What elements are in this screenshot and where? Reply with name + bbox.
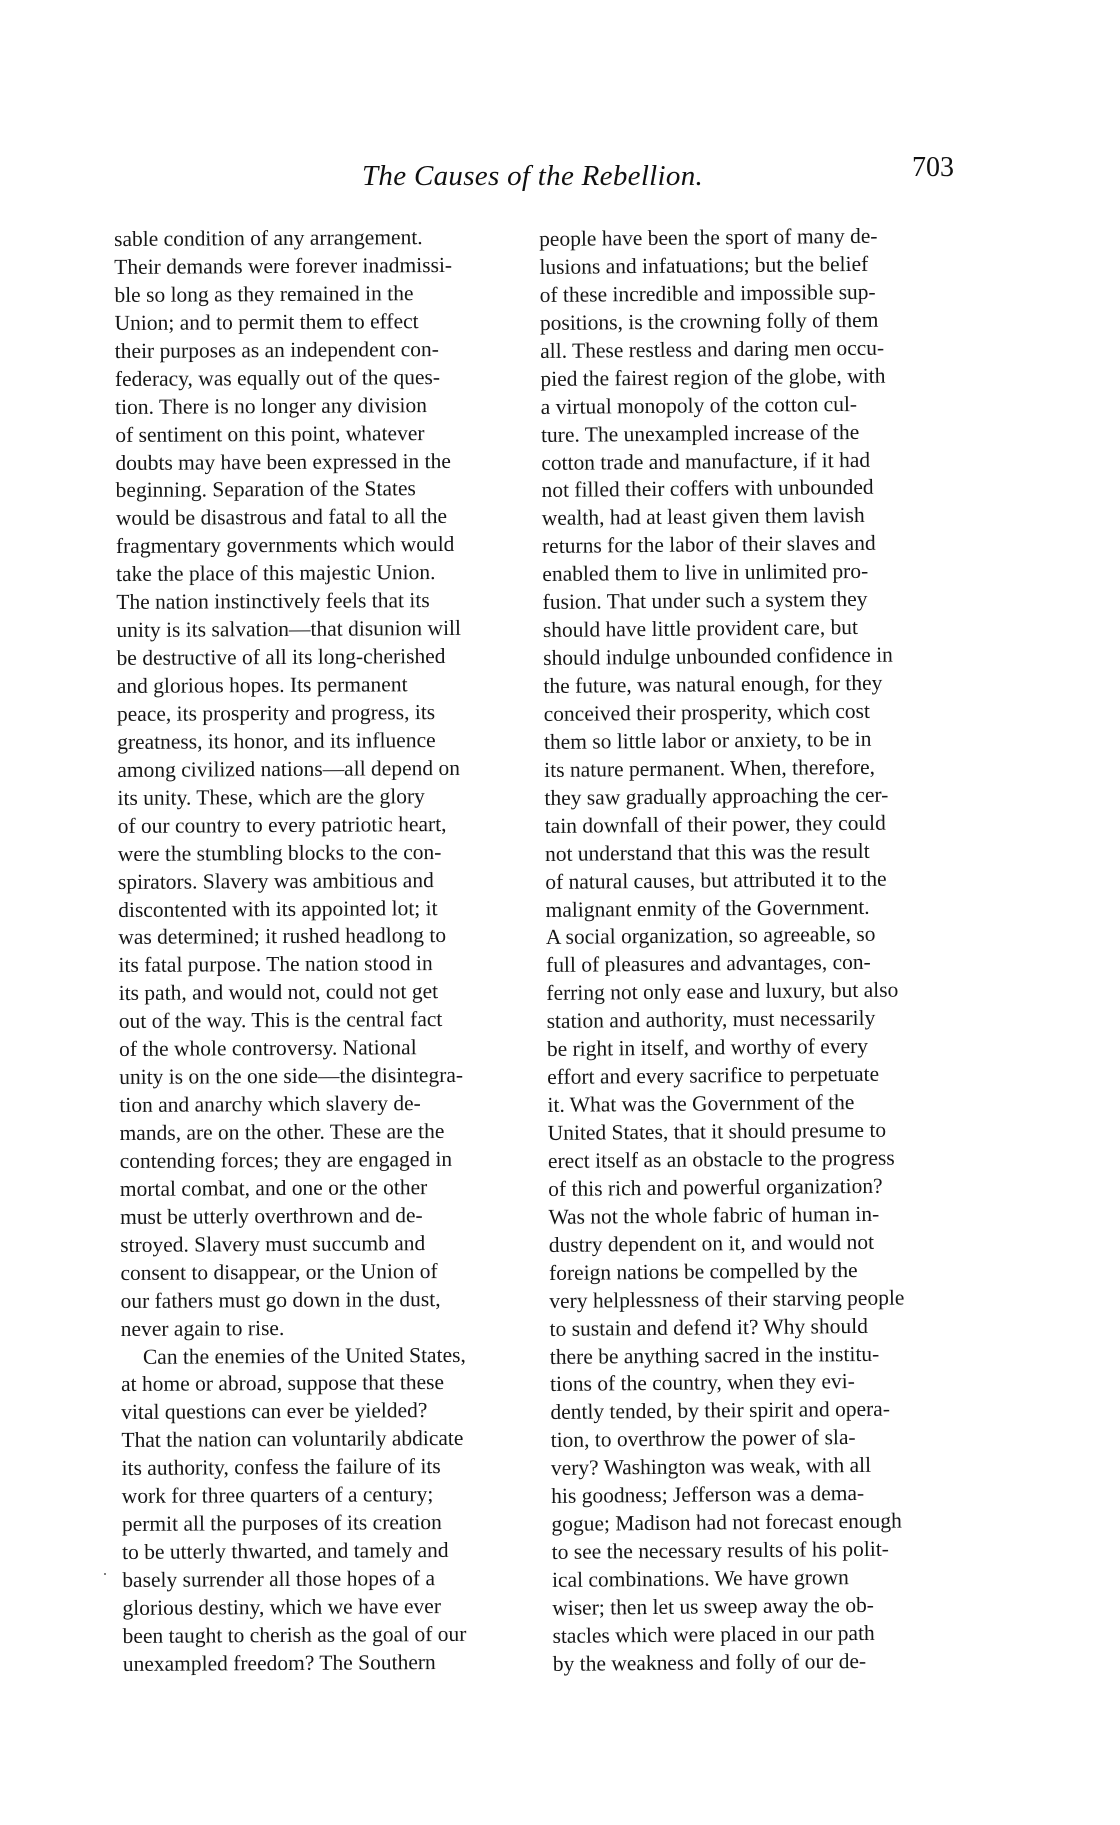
text-line: tion, to overthrow the power of sla- [550, 1425, 856, 1453]
text-line: its authority, confess the failure of its [121, 1454, 441, 1481]
text-line: stroyed. Slavery must succumb and [120, 1230, 426, 1257]
text-line: tion. There is no longer any division [115, 392, 427, 419]
text-line: unity is its salvation—that disunion will [116, 616, 462, 643]
text-line: its nature permanent. When, therefore, [544, 754, 876, 782]
text-line: greatness, its honor, and its influence [117, 727, 436, 754]
text-line: permit all the purposes of its creation [121, 1510, 442, 1537]
text-line: our fathers must go down in the dust, [120, 1286, 441, 1313]
text-line: should indulge unbounded confidence in [543, 642, 893, 671]
text-line: cotton trade and manufacture, if it had [541, 447, 871, 475]
text-line: positions, is the crowning folly of them [539, 307, 879, 335]
text-line: dustry dependent on it, and would not [548, 1229, 875, 1257]
text-line: ical combinations. We have grown [551, 1565, 849, 1592]
text-line: mortal combat, and one or the other [119, 1174, 428, 1201]
text-line: returns for the labor of their slaves and [541, 531, 876, 559]
text-line: unity is on the one side—the disintegra- [119, 1063, 464, 1090]
text-line: of these incredible and impossible sup- [539, 279, 876, 307]
text-line: never again to rise. [120, 1315, 285, 1341]
text-line: and glorious hopes. Its permanent [116, 672, 408, 698]
text-line: of our country to every patriotic heart, [117, 811, 447, 838]
text-line: vital questions can ever be yielded? [121, 1398, 428, 1425]
text-line: all. These restless and daring men occu- [540, 335, 885, 363]
text-line: United States, that it should presume to [547, 1117, 887, 1145]
text-line: fusion. That under such a system they [542, 587, 868, 615]
text-line: work for three quarters of a century; [121, 1482, 434, 1509]
text-line: its unity. These, which are the glory [117, 783, 425, 810]
text-line: federacy, was equally out of the ques- [114, 364, 441, 391]
text-line: foreign nations be compelled by the [548, 1257, 858, 1285]
text-line: of this rich and powerful organization? [548, 1173, 883, 1201]
left-text-column [114, 223, 551, 1678]
text-line: Union; and to permit them to effect [114, 308, 419, 335]
text-line: its fatal purpose. The nation stood in [118, 951, 433, 978]
text-line: glorious destiny, which we have ever [122, 1593, 442, 1620]
text-line: contending forces; they are engaged in [119, 1146, 453, 1173]
text-line: ble so long as they remained in the [114, 281, 414, 307]
text-line: to be utterly thwarted, and tamely and [122, 1538, 449, 1565]
text-line: a virtual monopoly of the cotton cul- [540, 391, 858, 419]
text-line: not understand that this was the result [544, 838, 870, 866]
text-line: tain downfall of their power, they could [544, 810, 886, 838]
text-line: the future, was natural enough, for they [543, 670, 883, 698]
text-line: A social organization, so agreeable, so [545, 922, 876, 950]
text-line: his goodness; Jefferson was a dema- [551, 1481, 865, 1509]
text-line: take the place of this majestic Union. [116, 560, 436, 587]
text-line: pied the fairest region of the globe, with [540, 363, 886, 391]
text-line: effort and every sacrifice to perpetuate [547, 1061, 880, 1090]
text-line: doubts may have been expressed in the [115, 448, 451, 475]
text-line: That the nation can voluntarily abdicate [121, 1426, 464, 1453]
running-head [0, 152, 1120, 200]
text-line: full of pleasures and advantages, con- [545, 950, 871, 978]
running-title: The Causes of the Rebellion. [362, 160, 704, 192]
text-line: by the weakness and folly of our de- [552, 1648, 867, 1676]
text-line: they saw gradually approaching the cer- [544, 782, 889, 810]
text-line: out of the way. This is the central fact [118, 1007, 443, 1034]
text-line: very helplessness of their starving people [549, 1285, 905, 1313]
text-line: malignant enmity of the Government. [545, 894, 870, 922]
text-line: among civilized nations—all depend on [117, 755, 461, 782]
text-line: unexampled freedom? The Southern [122, 1649, 436, 1676]
text-line: there be anything sacred in the institu- [549, 1341, 880, 1369]
text-line: tion and anarchy which slavery de- [119, 1091, 421, 1118]
text-line: The nation instinctively feels that its [116, 588, 430, 615]
text-line: not filled their coffers with unbounded [541, 475, 874, 503]
text-line: Can the enemies of the United States, [142, 1342, 466, 1369]
text-line: people have been the sport of many de- [539, 223, 878, 251]
text-line: was determined; it rushed headlong to [118, 923, 447, 950]
text-line: enabled them to live in unlimited pro- [542, 559, 869, 587]
text-line: wiser; then let us sweep away the ob- [552, 1592, 875, 1620]
text-line: very? Washington was weak, with all [550, 1453, 872, 1481]
text-line: were the stumbling blocks to the con- [117, 839, 442, 866]
text-line: be destructive of all its long-cherished [116, 644, 446, 671]
text-line: ferring not only ease and luxury, but also [546, 977, 899, 1006]
text-line: of sentiment on this point, whatever [115, 420, 425, 447]
text-line: lusions and infatuations; but the belief [539, 251, 869, 279]
text-line: must be utterly overthrown and de- [119, 1202, 423, 1229]
text-line: stacles which were placed in our path [552, 1620, 875, 1648]
text-line: conceived their prosperity, which cost [543, 698, 870, 726]
text-line: fragmentary governments which would [115, 532, 455, 559]
text-line: Their demands were forever inadmissi- [114, 252, 453, 279]
text-line: them so little labor or anxiety, to be in [543, 726, 872, 754]
text-line: tions of the country, when they evi- [550, 1369, 855, 1397]
text-line: gogue; Madison had not forecast enough [551, 1508, 902, 1537]
text-line: basely surrender all those hopes of a [122, 1566, 436, 1592]
text-line: should have little provident care, but [542, 615, 859, 643]
text-line: their purposes as an independent con- [114, 336, 439, 363]
text-line: sable condition of any arrangement. [114, 225, 423, 251]
text-line: beginning. Separation of the States [115, 476, 416, 503]
text-line: of the whole controversy. National [118, 1035, 417, 1062]
text-line: be right in itself, and worthy of every [546, 1034, 869, 1062]
text-line: spirators. Slavery was ambitious and [117, 867, 434, 894]
text-line: ture. The unexampled increase of the [540, 419, 860, 447]
text-line: station and authority, must necessarily [546, 1006, 876, 1034]
text-line: peace, its prosperity and progress, its [116, 699, 436, 726]
text-line: mands, are on the other. These are the [119, 1118, 445, 1145]
text-line: to sustain and defend it? Why should [549, 1313, 868, 1341]
text-line: dently tended, by their spirit and opera- [550, 1397, 891, 1425]
text-line: its path, and would not, could not get [118, 979, 439, 1006]
text-line: of natural causes, but attributed it to the [545, 866, 887, 894]
text-line: to see the necessary results of his polit- [551, 1536, 890, 1565]
text-line: erect itself as an obstacle to the progress [547, 1145, 895, 1173]
text-line: Was not the whole fabric of human in- [548, 1201, 880, 1229]
text-line: would be disastrous and fatal to all the [115, 504, 448, 531]
text-line: been taught to cherish as the goal of our [122, 1621, 467, 1648]
print-speck [104, 1573, 106, 1575]
text-line: it. What was the Government of the [547, 1090, 855, 1118]
text-line: wealth, had at least given them lavish [541, 503, 865, 531]
right-text-column [539, 222, 981, 1679]
text-line: discontented with its appointed lot; it [118, 895, 438, 922]
text-line: consent to disappear, or the Union of [120, 1258, 438, 1285]
text-line: at home or abroad, suppose that these [121, 1370, 445, 1397]
page-number: 703 [912, 152, 954, 183]
